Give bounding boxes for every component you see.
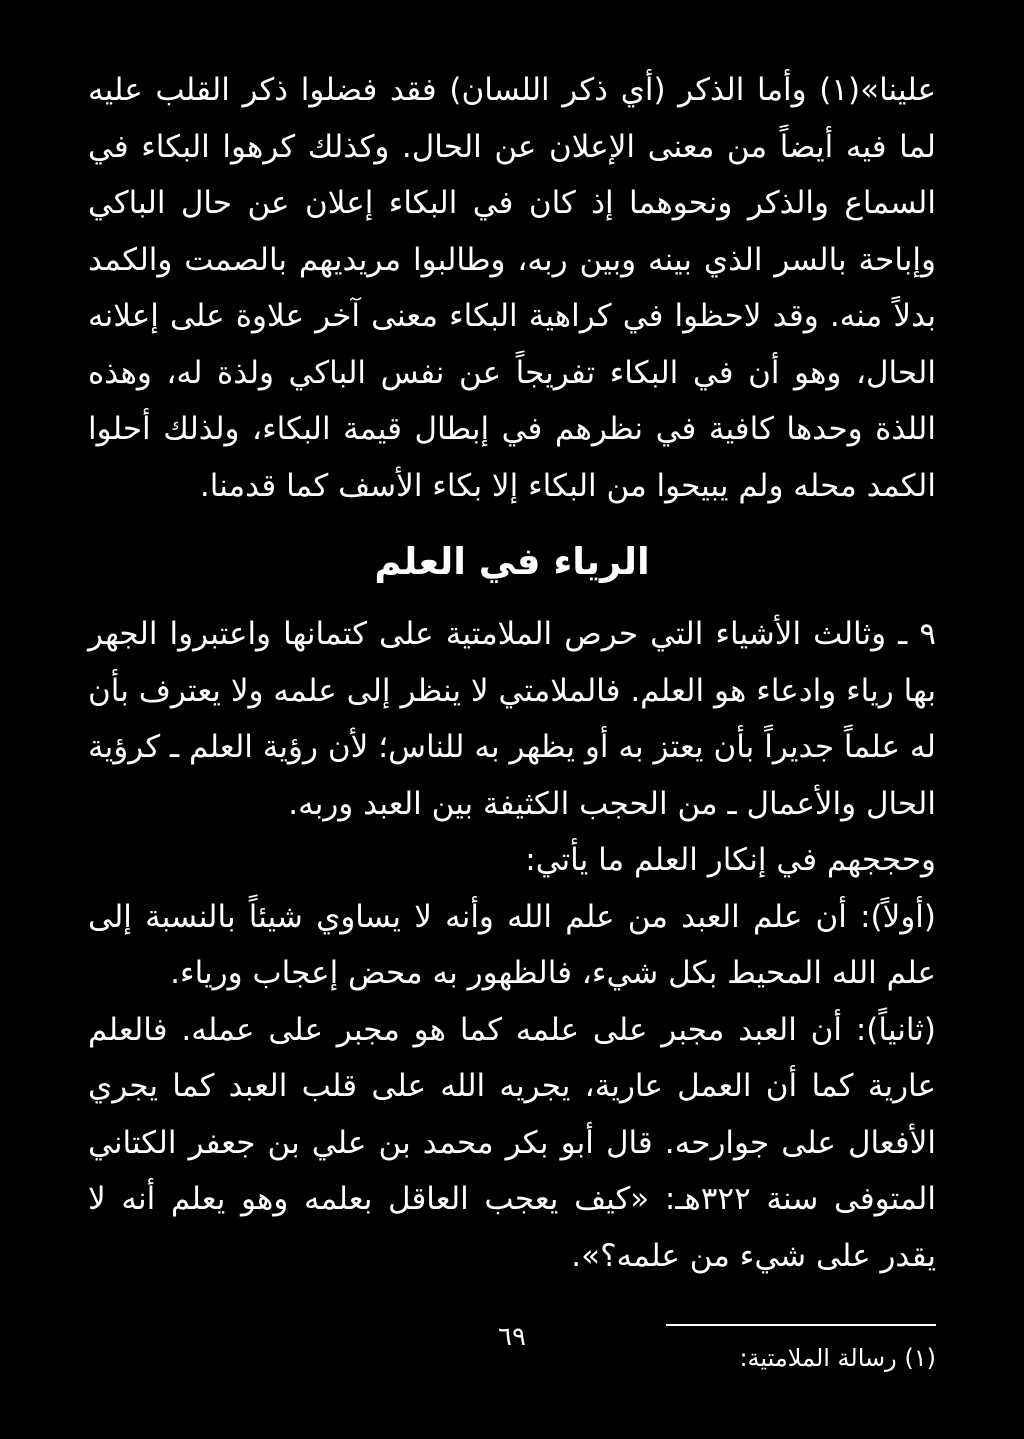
paragraph-first-argument: (أولاً): أن علم العبد من علم الله وأنه لا يساوي شيئاً بالنسبة إلى علم الله المحيط بكل شيء، فالظهور به محض إعجاب ورياء.: [88, 898, 936, 991]
page-number: ٦٩: [498, 1322, 526, 1352]
paragraph-second-argument: (ثانياً): أن العبد مجبر على علمه كما هو مجبر على عمله. فالعلم عارية كما أن العمل عارية، يجريه الله على قلب العبد كما يجري الأفعال على جوارحه. قال أبو بكر محمد بن علي بن جعفر الكتاني المتوفى سنة ٣٢٢هـ: «كيف يعجب العاقل بعلمه وهو يعلم أنه لا يقدر على شيء من علمه؟».: [88, 1011, 936, 1274]
paragraph-knowledge: ٩ ـ وثالث الأشياء التي حرص الملامتية على كتمانها واعتبروا الجهر بها رياء وادعاء هو العلم. فالملامتي لا ينظر إلى علمه ولا يعترف بأن له علماً جديراً بأن يعتز به أو يظهر به للناس؛ لأن رؤية العلم ـ كرؤية الحال والأعمال ـ من الحجب الكثيفة بين العبد وربه.: [88, 616, 936, 822]
paragraph-weeping: علينا»(١) وأما الذكر (أي ذكر اللسان) فقد فضلوا ذكر القلب عليه لما فيه أيضاً من معنى الإعلان عن الحال. وكذلك كرهوا البكاء في السماع والذكر ونحوهما إذ كان في البكاء إعلان عن حال الباكي وإباحة بالسر الذي بينه وبين ربه، وطالبوا مريديهم بالصمت والكمد بدلاً منه. وقد لاحظوا في كراهية البكاء معنى آخر علاوة على إعلانه الحال، وهو أن في البكاء تفريجاً عن نفس الباكي ولذة له، وهذه اللذة وحدها كافية في نظرهم في إبطال قيمة البكاء، ولذلك أحلوا الكمد محله ولم يبيحوا من البكاء إلا بكاء الأسف كما قدمنا.: [88, 72, 936, 504]
footnote: (١) رسالة الملامتية:: [739, 1344, 936, 1372]
section-heading: الرياء في العلم: [374, 540, 650, 583]
paragraph-arguments-intro: وحججهم في إنكار العلم ما يأتي:: [525, 842, 936, 878]
